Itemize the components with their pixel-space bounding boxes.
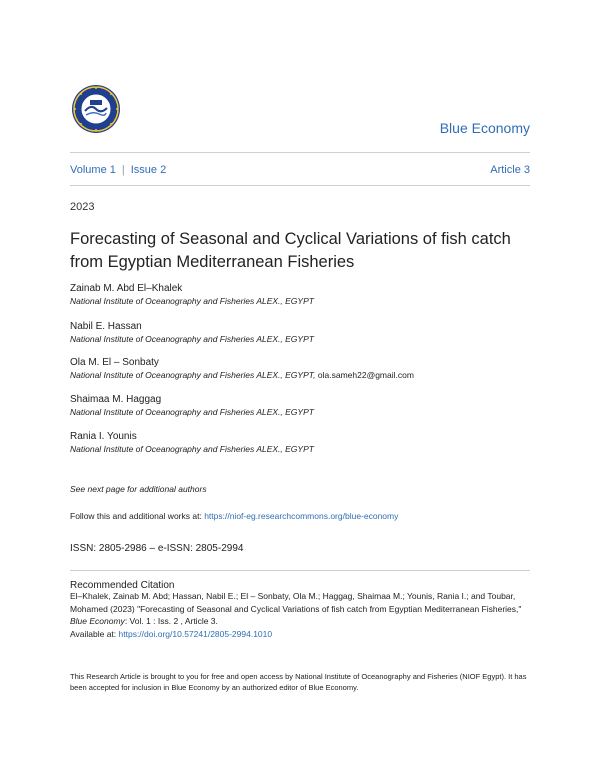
- author-name: Zainab M. Abd El–Khalek: [70, 283, 183, 294]
- article-title: Forecasting of Seasonal and Cyclical Variations of fish catch from Egyptian Mediterranean Fisheries: [70, 230, 511, 271]
- author-block: [70, 431, 314, 455]
- citation-body: El–Khalek, Zainab M. Abd; Hassan, Nabil E.; El – Sonbaty, Ola M.; Haggag, Shaimaa M.; Younis, Rania I.; and Toubar, Mohamed (2023) "Forecasting of Seasonal and Cyclical Variations of fish catch from Egyptian Mediterranean Fisheries,": [70, 591, 522, 614]
- author-block: [70, 321, 314, 345]
- breadcrumb: [70, 164, 166, 176]
- journal-logo: [71, 84, 121, 134]
- journal-name[interactable]: Blue Economy: [439, 120, 530, 136]
- article-link[interactable]: Article 3: [490, 164, 530, 176]
- divider: [70, 185, 530, 186]
- citation-volume: : Vol. 1 : Iss. 2 , Article 3.: [124, 616, 218, 626]
- follow-prefix: Follow this and additional works at:: [70, 511, 205, 521]
- author-name: Rania I. Younis: [70, 431, 137, 442]
- author-affiliation: National Institute of Oceanography and Fisheries ALEX., EGYPT: [70, 296, 314, 306]
- author-affiliation: National Institute of Oceanography and Fisheries ALEX., EGYPT: [70, 334, 314, 344]
- author-block: [70, 283, 314, 307]
- collection-link[interactable]: https://niof-eg.researchcommons.org/blue-economy: [204, 511, 399, 521]
- citation-heading: Recommended Citation: [70, 580, 175, 591]
- divider: [70, 570, 530, 571]
- affiliation-text: National Institute of Oceanography and Fisheries ALEX., EGYPT: [70, 370, 314, 380]
- author-name: Shaimaa M. Haggag: [70, 394, 162, 405]
- author-affiliation: National Institute of Oceanography and Fisheries ALEX., EGYPT: [70, 444, 314, 454]
- citation-journal: Blue Economy: [70, 616, 125, 626]
- citation-text: [70, 590, 540, 640]
- author-name: Ola M. El – Sonbaty: [70, 357, 159, 368]
- available-label: Available at:: [70, 628, 119, 639]
- niof-seal-icon: [71, 84, 121, 134]
- author-name: Nabil E. Hassan: [70, 321, 142, 332]
- publication-year: 2023: [70, 201, 95, 213]
- author-affiliation: National Institute of Oceanography and Fisheries ALEX., EGYPT, ola.sameh22@gmail.com: [70, 370, 414, 380]
- divider: [70, 152, 530, 153]
- author-affiliation: National Institute of Oceanography and Fisheries ALEX., EGYPT: [70, 407, 314, 417]
- author-block: [70, 357, 414, 381]
- access-notice: This Research Article is brought to you for free and open access by National Institute of Oceanography and Fisheries (NIOF Egypt). It has been accepted for inclusion in Blue Economy by an authorized editor of Blue Economy.: [70, 672, 527, 692]
- author-block: [70, 394, 314, 418]
- follow-line: [70, 511, 398, 521]
- see-next-note: See next page for additional authors: [70, 484, 207, 494]
- author-email: ola.sameh22@gmail.com: [317, 370, 414, 380]
- issue-link[interactable]: Issue 2: [130, 164, 167, 176]
- issn: ISSN: 2805-2986 – e-ISSN: 2805-2994: [70, 543, 244, 554]
- volume-link[interactable]: Volume 1: [70, 164, 116, 176]
- doi-link[interactable]: https://doi.org/10.57241/2805-2994.1010: [118, 628, 273, 639]
- separator: |: [121, 164, 125, 176]
